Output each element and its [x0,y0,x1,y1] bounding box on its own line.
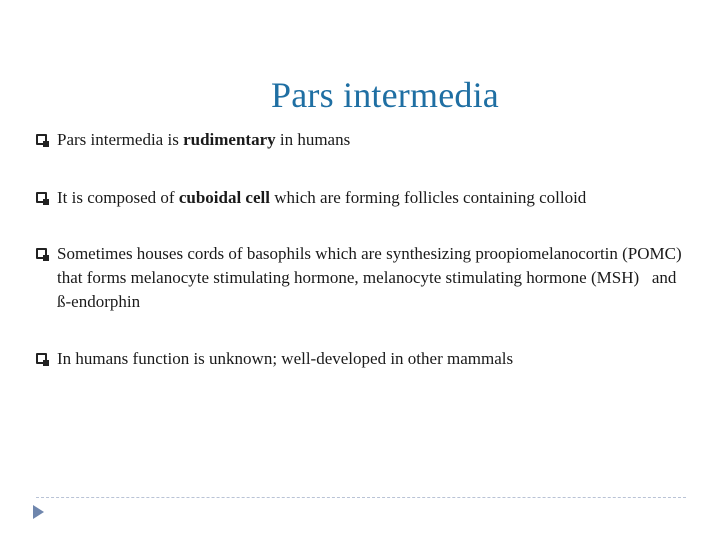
footer-divider [36,497,686,498]
bullet-text [57,186,696,210]
bullet-text-part: It is composed of [57,188,179,207]
slide-title: Pars intermedia [271,75,499,115]
bullet-bold-term: cuboidal cell [178,188,270,207]
bullet-text [57,128,696,152]
bullet-item [36,347,696,371]
bullet-text-part: in humans [275,130,351,149]
bullet-text: Sometimes houses cords of basophils which are synthesizing proopiomelanocortin (POMC) that forms melanocyte stimulating hormone, melanocyte stimulating hormone (MSH) and ß-endorphin [57,244,690,311]
square-bullet-icon [36,192,47,203]
bullet-item [36,186,696,210]
bullet-text-part: Pars intermedia is [57,130,184,149]
square-bullet-icon [36,134,47,145]
square-bullet-icon [36,353,47,364]
bullet-item [36,128,696,152]
bullet-text: In humans function is unknown; well-developed in other mammals [57,349,514,368]
square-bullet-icon [36,248,47,259]
bullet-text-part: which are forming follicles containing colloid [269,188,587,207]
bullet-item [36,242,696,314]
arrow-right-nav-icon [33,505,44,519]
bullet-bold-term: rudimentary [183,130,276,149]
